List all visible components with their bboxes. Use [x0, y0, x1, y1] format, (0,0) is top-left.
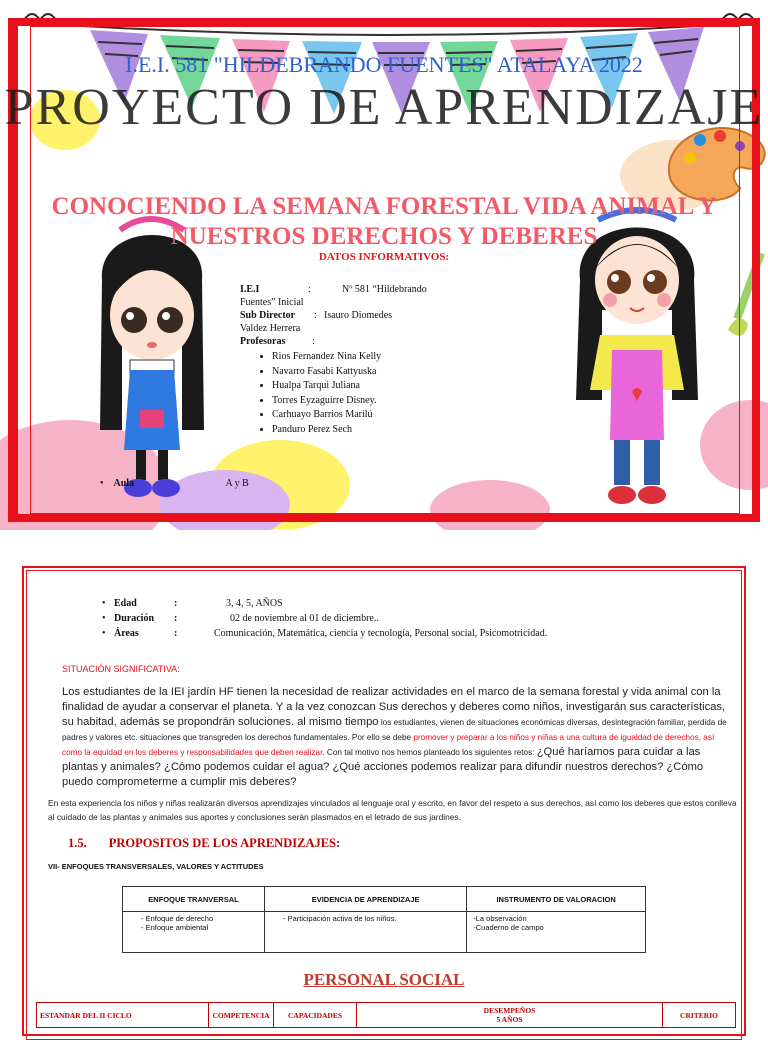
profesora-item: • Panduro Perez Sech [272, 423, 440, 436]
meta-areas: • Áreas : Comunicación, Matemática, ciencia y tecnología, Personal social, Psicomotricidad. [102, 628, 548, 639]
table-header: EVIDENCIA DE APRENDIZAJE [264, 887, 466, 912]
director-colon: : [314, 310, 317, 321]
meta-list [102, 596, 547, 641]
main-title: CONOCIENDO LA SEMANA FORESTAL VIDA ANIMAL Y NUESTROS DERECHOS Y DEBERES [51, 193, 717, 250]
iei-colon: : [308, 284, 311, 295]
table-header: CAPACIDADES [274, 1003, 357, 1028]
aula-value: A y B [225, 478, 249, 489]
director-label: Sub Director [240, 310, 296, 321]
project-title: PROYECTO DE APRENDIZAJE [4, 79, 764, 136]
personal-social-title: PERSONAL SOCIAL [303, 970, 465, 989]
meta-edad: • Edad : 3, 4, 5, AÑOS [102, 598, 283, 609]
table-cell: - Participación activa de los niños. [264, 912, 466, 953]
table-header: ENFOQUE TRANVERSAL [123, 887, 265, 912]
aula-label: Aula [113, 478, 135, 489]
bullet-dot: • [100, 478, 104, 489]
datos-informativos-title: DATOS INFORMATIVOS: [318, 251, 450, 263]
table-header: ESTANDAR DEL II CICLO [37, 1003, 209, 1028]
iei-value-cont: Fuentes” Inicial [240, 297, 304, 308]
enfoques-heading: VII- ENFOQUES TRANSVERSALES, VALORES Y ACTITUDES [48, 862, 264, 871]
profesora-item: • Hualpa Tarqui Juliana [272, 379, 440, 392]
iei-label: I.E.I [240, 284, 260, 295]
table-cell: - Enfoque de derecho - Enfoque ambiental [123, 912, 265, 953]
profesoras-label: Profesoras [240, 336, 286, 347]
table-cell: -La observación -Cuaderno de campo [467, 912, 646, 953]
propositos-heading: 1.5. PROPOSITOS DE LOS APRENDIZAJES: [68, 836, 341, 850]
profesora-item: • Navarro Fasabi Kattyuska [272, 365, 440, 378]
experiencia-paragraph: En esta experiencia los niños y niñas realizarán diversos aprendizajes vinculados al lenguaje oral y escrito, en favor del respeto a sus derechos, así como los deberes que estos conlleva al cuidado de las plantas y animales sus aportes y conclusiones serán plasmados en el letrado de sus jardines. [48, 798, 737, 822]
table-row [123, 912, 646, 953]
enfoques-table [122, 886, 646, 953]
aula-row [100, 478, 249, 489]
estandar-table [36, 1002, 736, 1028]
school-name: I.E.I. 581 "HILDEBRANDO FUENTES" ATALAYA 2022 [125, 52, 643, 77]
profesora-item: • Rios Fernandez Nina Kelly [272, 350, 440, 363]
situacion-title: SITUACIÓN SIGNIFICATIVA: [62, 664, 180, 674]
director-value: Isauro Diomedes [324, 310, 393, 321]
table-header: INSTRUMENTO DE VALORACION [467, 887, 646, 912]
meta-duracion: • Duración : 02 de noviembre al 01 de diciembre.. [102, 613, 379, 624]
table-header: COMPETENCIA [209, 1003, 274, 1028]
table-header: CRITERIO [663, 1003, 736, 1028]
profesora-item: • Carhuayo Barrios Marilú [272, 408, 440, 421]
content-page [22, 566, 746, 1024]
profesoras-list [240, 350, 440, 436]
situacion-paragraph: Los estudiantes de la IEI jardín HF tienen la necesidad de realizar actividades en el marco de la semana forestal y vida animal con la finalidad de ayudar a conservar el planeta. Y a la vez conozcan Sus derechos y deberes como niños, investigarán sus características, su habitad, además se propondrán soluciones. al mismo tiempo los estudiantes, vienen de situaciones económicas diversas, desintegración familiar, perdida de padres y valores etc. situaciones que transgreden los derechos fundamentales. Por ello se debe promover y preparar a los niños y niñas a una cultura de igualdad de derechos, así como la equidad en los deberes y responsabilidades que deben realizar. Con tal motivo nos hemos planteado los siguientes retos: ¿Qué haríamos para cuidar a las plantas y animales? ¿Cómo podemos cuidar el agua? ¿Qué acciones podemos realizar para difundir nuestros derechos? ¿Cómo puedo comprometerme a cumplir mis deberes? [62, 686, 727, 788]
profesoras-colon: : [312, 336, 315, 347]
profesora-item: • Torres Eyzaguirre Disney. [272, 394, 440, 407]
director-value-cont: Valdez Herrera [240, 323, 301, 334]
iei-value: Nº 581 “Hildebrando [342, 284, 427, 295]
datos-informativos [240, 283, 440, 437]
table-header: DESEMPEÑOS 5 AÑOS [357, 1003, 663, 1028]
